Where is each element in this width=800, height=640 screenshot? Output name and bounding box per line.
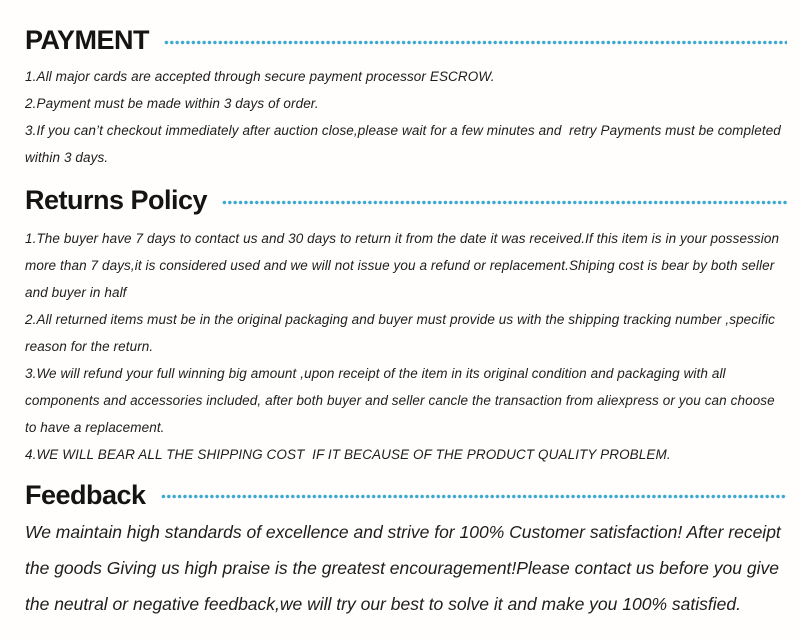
returns-item-2: 2.All returned items must be in the original packaging and buyer must provide us with the shipping tracking number ,specific reason for the return. xyxy=(25,311,779,354)
payment-item-2: 2.Payment must be made within 3 days of order. xyxy=(25,96,319,112)
section-payment xyxy=(25,26,787,171)
dotted-divider xyxy=(161,494,787,499)
payment-header xyxy=(25,26,787,54)
dotted-divider xyxy=(164,40,787,45)
feedback-header xyxy=(25,481,787,509)
section-feedback xyxy=(25,481,787,622)
returns-item-4: 4.WE WILL BEAR ALL THE SHIPPING COST IF IT BECAUSE OF THE PRODUCT QUALITY PROBLEM. xyxy=(25,446,671,462)
section-returns-policy xyxy=(25,186,787,467)
payment-item-3: 3.If you can’t checkout immediately after auction close,please wait for a few minutes and retry Payments must be completed within 3 days. xyxy=(25,123,785,166)
returns-header xyxy=(25,186,787,214)
returns-item-3: 3.We will refund your full winning big amount ,upon receipt of the item in its original condition and packaging with all components and accessories included, after both buyer and seller cancle the transaction from aliexpress or you can choose to have a replacement. xyxy=(25,365,779,435)
returns-title: Returns Policy xyxy=(25,185,208,216)
returns-item-1: 1.The buyer have 7 days to contact us and 30 days to return it from the date it was received.If this item is in your possession more than 7 days,it is considered used and we will not issue you a refund or replacement.Shiping cost is bear by both seller and buyer in half xyxy=(25,230,783,300)
dotted-divider xyxy=(222,200,787,205)
feedback-text: We maintain high standards of excellence and strive for 100% Customer satisfaction! After receipt the goods Giving us high praise is the greatest encouragement!Please contact us before you give the neutral or negative feedback,we will try our best to solve it and make you 100% satisfied. xyxy=(25,522,786,615)
payment-title: PAYMENT xyxy=(25,25,150,55)
feedback-title: Feedback xyxy=(25,479,146,510)
payment-item-1: 1.All major cards are accepted through secure payment processor ESCROW. xyxy=(25,69,495,85)
